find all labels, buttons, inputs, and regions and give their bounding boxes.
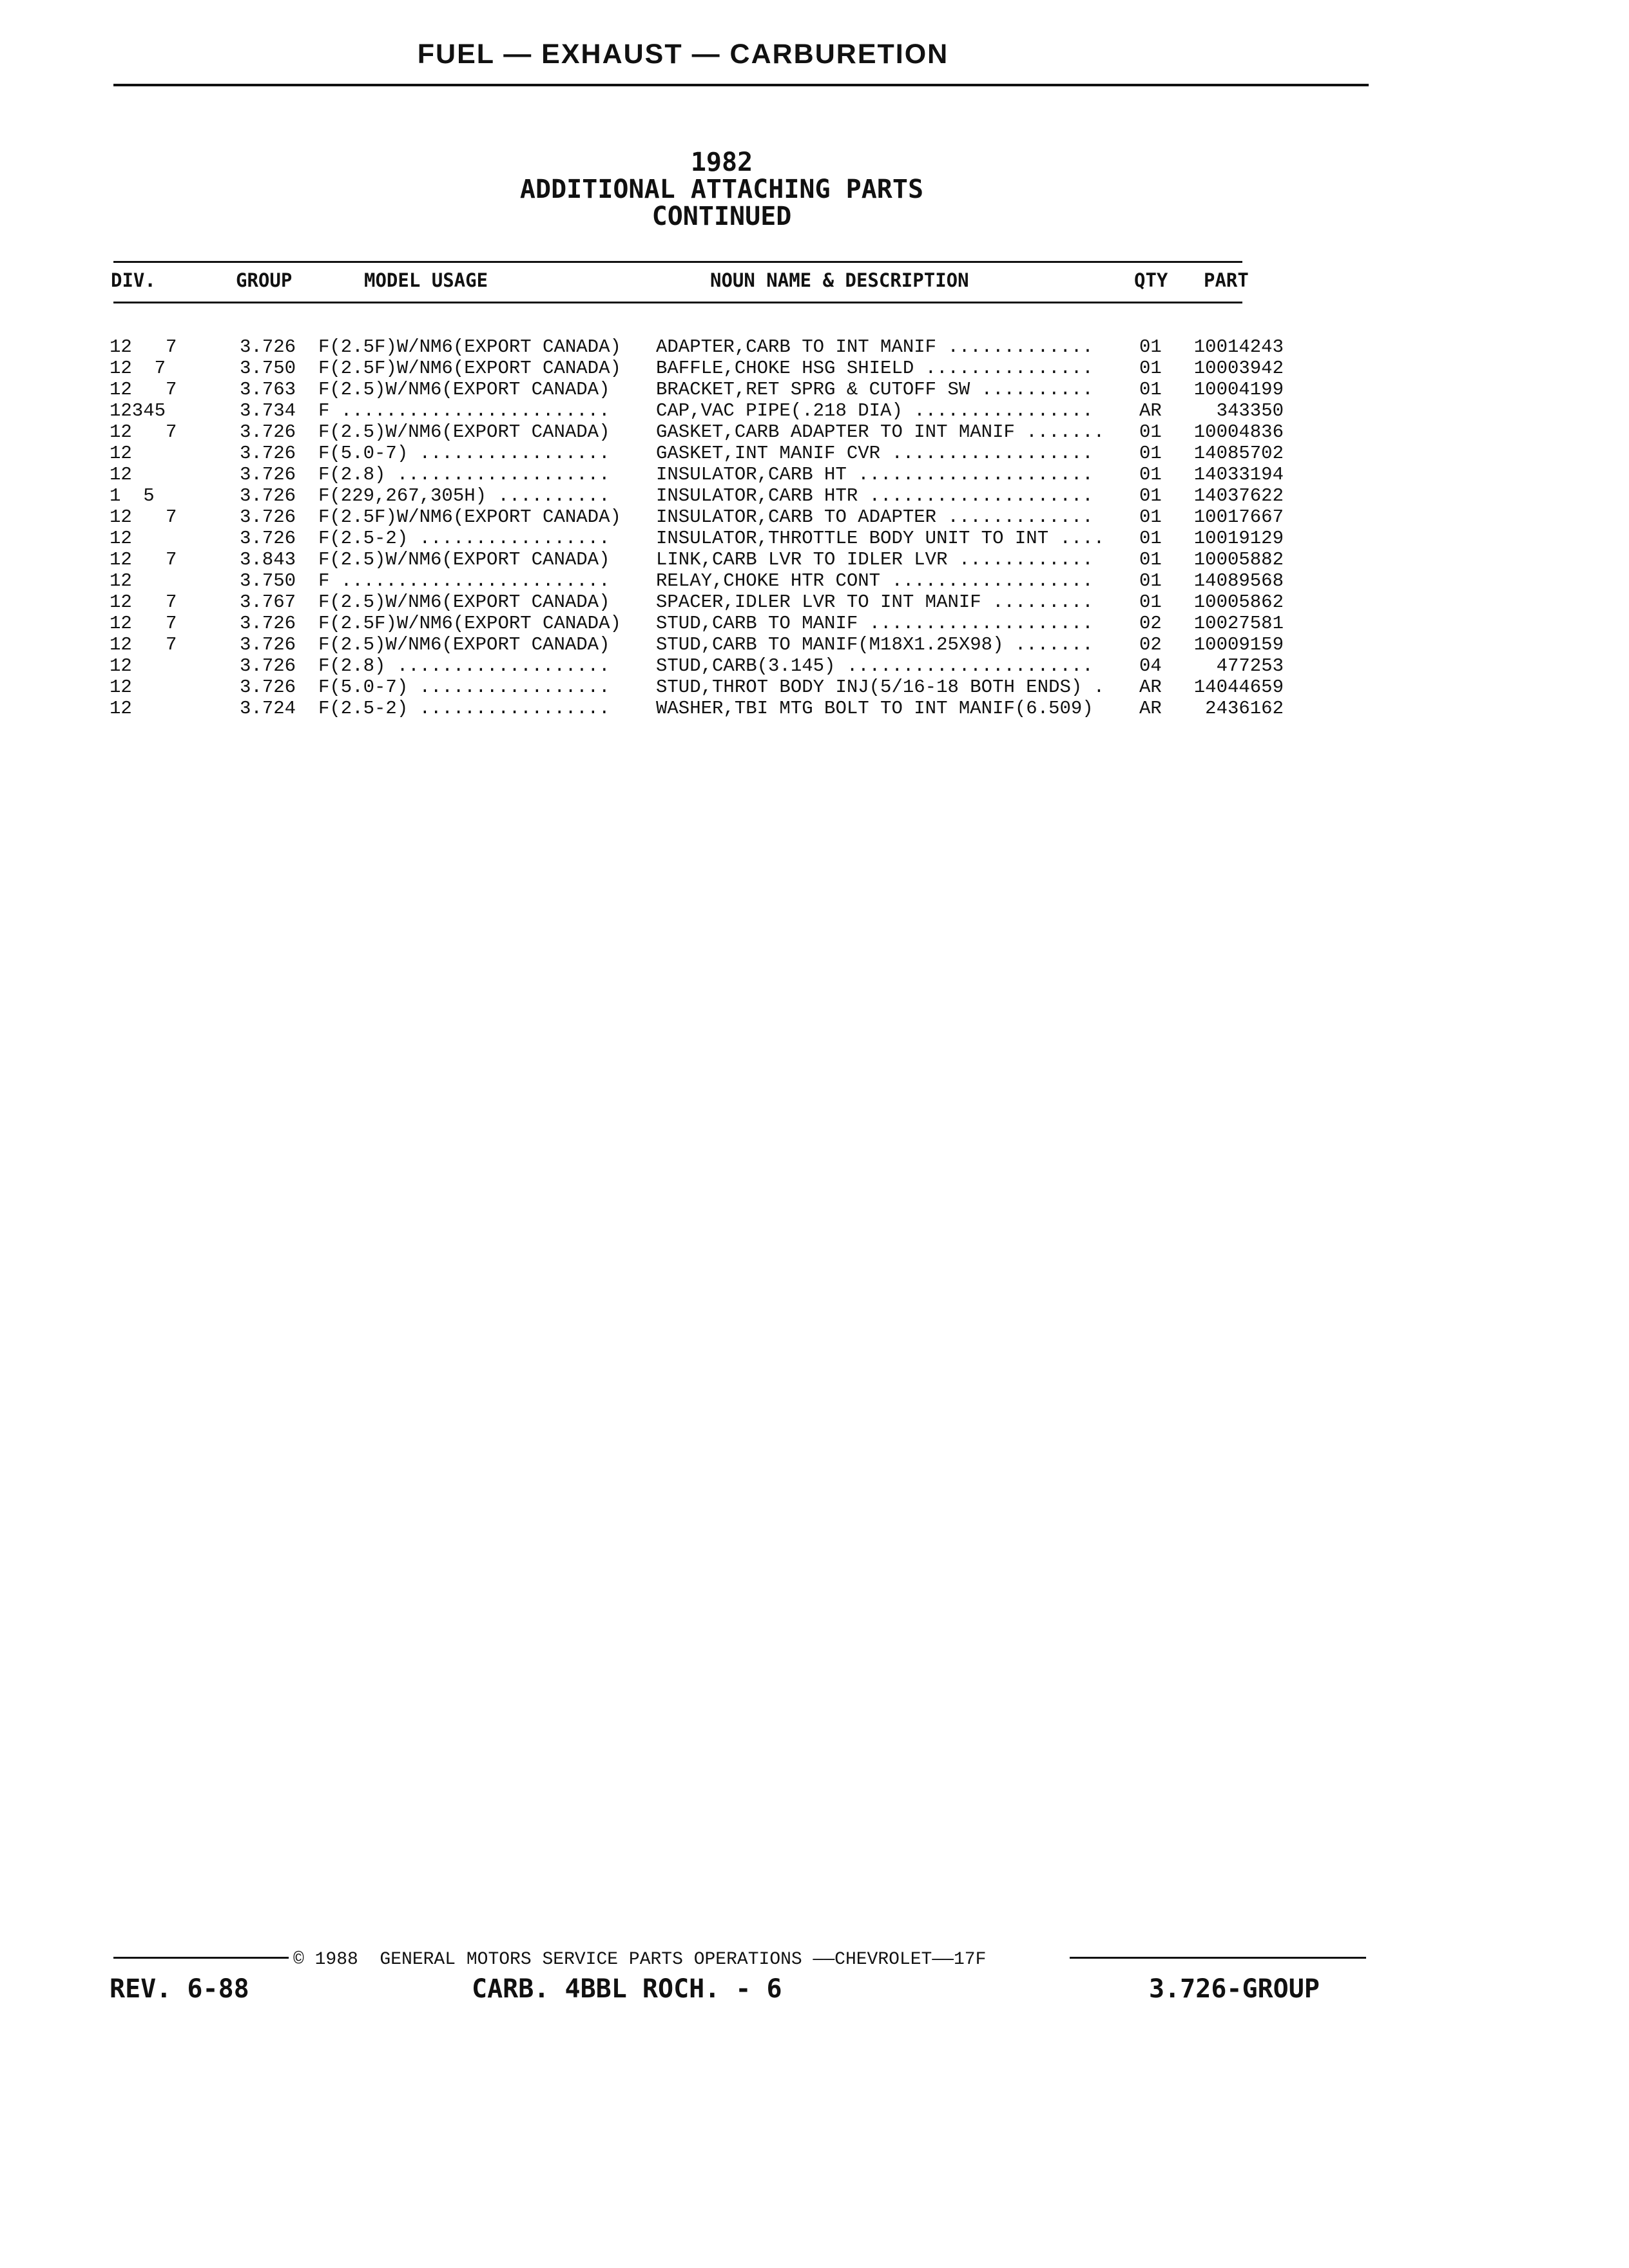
row-qty: AR [1139, 677, 1162, 698]
row-qty: 01 [1139, 443, 1162, 464]
col-qty: QTY [1134, 269, 1168, 291]
row-div: 12345 [110, 400, 166, 421]
row-qty: 04 [1139, 655, 1162, 677]
row-model-usage: F(2.5F)W/NM6(EXPORT CANADA) [318, 336, 621, 358]
table-top-rule [113, 261, 1242, 263]
table-row [0, 400, 1629, 421]
row-part-number: 14033194 [1193, 464, 1284, 485]
table-row [0, 358, 1629, 379]
row-noun-description: WASHER,TBI MTG BOLT TO INT MANIF(6.509) [656, 698, 1094, 719]
row-qty: 01 [1139, 570, 1162, 591]
heading-year: 1982 [690, 148, 753, 177]
row-group: 3.734 [240, 400, 296, 421]
row-qty: AR [1139, 400, 1162, 421]
row-model-usage: F ........................ [318, 400, 610, 421]
row-group: 3.724 [240, 698, 296, 719]
row-div: 12 7 [110, 336, 177, 358]
row-group: 3.726 [240, 336, 296, 358]
row-part-number: 343350 [1216, 400, 1284, 421]
header-rule [113, 84, 1369, 86]
row-div: 12 [110, 443, 132, 464]
row-div: 12 7 [110, 634, 177, 655]
row-part-number: 14085702 [1193, 443, 1284, 464]
table-row [0, 677, 1629, 698]
row-group: 3.726 [240, 677, 296, 698]
row-part-number: 10019129 [1193, 528, 1284, 549]
table-row [0, 443, 1629, 464]
table-row [0, 379, 1629, 400]
table-row [0, 655, 1629, 677]
row-part-number: 477253 [1216, 655, 1284, 677]
row-qty: 01 [1139, 336, 1162, 358]
row-div: 12 7 [110, 421, 177, 443]
row-model-usage: F(2.5)W/NM6(EXPORT CANADA) [318, 634, 610, 655]
row-part-number: 2436162 [1205, 698, 1284, 719]
col-part: PART [1204, 269, 1249, 291]
table-row [0, 698, 1629, 719]
row-group: 3.726 [240, 485, 296, 506]
row-part-number: 10014243 [1193, 336, 1284, 358]
table-header-rule [113, 302, 1242, 303]
row-model-usage: F(2.8) ................... [318, 464, 610, 485]
row-group: 3.726 [240, 421, 296, 443]
row-noun-description: RELAY,CHOKE HTR CONT .................. [656, 570, 1094, 591]
row-model-usage: F(2.5-2) ................. [318, 528, 610, 549]
page-header-title: FUEL — EXHAUST — CARBURETION [417, 39, 949, 70]
row-group: 3.726 [240, 464, 296, 485]
row-group: 3.843 [240, 549, 296, 570]
row-group: 3.750 [240, 570, 296, 591]
heading-title: ADDITIONAL ATTACHING PARTS [519, 175, 924, 204]
row-model-usage: F(2.5F)W/NM6(EXPORT CANADA) [318, 613, 621, 634]
row-part-number: 14037622 [1193, 485, 1284, 506]
row-noun-description: LINK,CARB LVR TO IDLER LVR ............ [656, 549, 1094, 570]
row-group: 3.726 [240, 655, 296, 677]
row-qty: 02 [1139, 634, 1162, 655]
row-div: 12 7 [110, 506, 177, 528]
row-qty: 01 [1139, 358, 1162, 379]
col-noun-description: NOUN NAME & DESCRIPTION [710, 269, 969, 291]
row-model-usage: F(229,267,305H) .......... [318, 485, 610, 506]
heading-continued: CONTINUED [651, 202, 792, 231]
row-noun-description: STUD,CARB TO MANIF .................... [656, 613, 1094, 634]
table-row [0, 336, 1629, 358]
row-noun-description: BRACKET,RET SPRG & CUTOFF SW .......... [656, 379, 1094, 400]
table-row [0, 485, 1629, 506]
row-model-usage: F(2.5)W/NM6(EXPORT CANADA) [318, 379, 610, 400]
row-group: 3.767 [240, 591, 296, 613]
row-div: 12 7 [110, 358, 166, 379]
row-div: 12 7 [110, 613, 177, 634]
row-group: 3.726 [240, 613, 296, 634]
row-part-number: 10027581 [1193, 613, 1284, 634]
row-group: 3.726 [240, 506, 296, 528]
footer-section-title: CARB. 4BBL ROCH. - 6 [472, 1974, 782, 2004]
row-model-usage: F(2.5F)W/NM6(EXPORT CANADA) [318, 506, 621, 528]
parts-table [0, 336, 1629, 719]
col-model-usage: MODEL USAGE [364, 269, 488, 291]
col-group: GROUP [236, 269, 293, 291]
row-div: 12 [110, 698, 132, 719]
table-row [0, 528, 1629, 549]
row-part-number: 10009159 [1193, 634, 1284, 655]
row-part-number: 10005882 [1193, 549, 1284, 570]
row-qty: 01 [1139, 485, 1162, 506]
row-model-usage: F ........................ [318, 570, 610, 591]
row-noun-description: CAP,VAC PIPE(.218 DIA) ................ [656, 400, 1094, 421]
row-part-number: 14089568 [1193, 570, 1284, 591]
row-group: 3.726 [240, 443, 296, 464]
row-div: 12 [110, 528, 132, 549]
row-qty: 01 [1139, 464, 1162, 485]
table-row [0, 570, 1629, 591]
row-noun-description: INSULATOR,CARB HTR .................... [656, 485, 1094, 506]
row-qty: 02 [1139, 613, 1162, 634]
row-noun-description: GASKET,CARB ADAPTER TO INT MANIF ....... [656, 421, 1105, 443]
row-model-usage: F(5.0-7) ................. [318, 677, 610, 698]
row-part-number: 10004199 [1193, 379, 1284, 400]
footer-rule-left [113, 1957, 289, 1959]
table-row [0, 613, 1629, 634]
row-group: 3.726 [240, 634, 296, 655]
footer-revision: REV. 6-88 [110, 1974, 249, 2004]
footer-group-number: 3.726-GROUP [1149, 1974, 1320, 2004]
row-model-usage: F(5.0-7) ................. [318, 443, 610, 464]
row-model-usage: F(2.5)W/NM6(EXPORT CANADA) [318, 591, 610, 613]
row-div: 12 [110, 570, 132, 591]
row-group: 3.750 [240, 358, 296, 379]
row-noun-description: GASKET,INT MANIF CVR .................. [656, 443, 1094, 464]
row-div: 12 [110, 464, 132, 485]
footer-copyright: © 1988 GENERAL MOTORS SERVICE PARTS OPERATIONS ——CHEVROLET——17F [293, 1950, 987, 1970]
row-div: 12 7 [110, 549, 177, 570]
row-noun-description: STUD,THROT BODY INJ(5/16-18 BOTH ENDS) . [656, 677, 1105, 698]
row-div: 1 5 [110, 485, 155, 506]
row-group: 3.726 [240, 528, 296, 549]
row-noun-description: BAFFLE,CHOKE HSG SHIELD ............... [656, 358, 1094, 379]
row-noun-description: STUD,CARB TO MANIF(M18X1.25X98) ....... [656, 634, 1094, 655]
row-model-usage: F(2.5)W/NM6(EXPORT CANADA) [318, 421, 610, 443]
table-row [0, 549, 1629, 570]
row-qty: 01 [1139, 591, 1162, 613]
row-noun-description: INSULATOR,CARB TO ADAPTER ............. [656, 506, 1094, 528]
row-qty: 01 [1139, 379, 1162, 400]
row-part-number: 10017667 [1193, 506, 1284, 528]
footer-rule-right [1070, 1957, 1366, 1959]
row-div: 12 7 [110, 591, 177, 613]
row-part-number: 14044659 [1193, 677, 1284, 698]
row-div: 12 7 [110, 379, 177, 400]
table-row [0, 506, 1629, 528]
row-noun-description: ADAPTER,CARB TO INT MANIF ............. [656, 336, 1094, 358]
table-row [0, 421, 1629, 443]
row-noun-description: STUD,CARB(3.145) ...................... [656, 655, 1094, 677]
row-qty: 01 [1139, 528, 1162, 549]
row-noun-description: INSULATOR,THROTTLE BODY UNIT TO INT .... [656, 528, 1105, 549]
row-qty: 01 [1139, 421, 1162, 443]
row-qty: AR [1139, 698, 1162, 719]
table-row [0, 634, 1629, 655]
row-noun-description: INSULATOR,CARB HT ..................... [656, 464, 1094, 485]
row-div: 12 [110, 677, 132, 698]
row-noun-description: SPACER,IDLER LVR TO INT MANIF ......... [656, 591, 1094, 613]
row-model-usage: F(2.8) ................... [318, 655, 610, 677]
row-model-usage: F(2.5F)W/NM6(EXPORT CANADA) [318, 358, 621, 379]
row-part-number: 10003942 [1193, 358, 1284, 379]
row-part-number: 10004836 [1193, 421, 1284, 443]
table-row [0, 464, 1629, 485]
row-qty: 01 [1139, 506, 1162, 528]
col-div: DIV. [111, 269, 156, 291]
row-part-number: 10005862 [1193, 591, 1284, 613]
row-model-usage: F(2.5)W/NM6(EXPORT CANADA) [318, 549, 610, 570]
table-row [0, 591, 1629, 613]
row-group: 3.763 [240, 379, 296, 400]
row-qty: 01 [1139, 549, 1162, 570]
row-div: 12 [110, 655, 132, 677]
row-model-usage: F(2.5-2) ................. [318, 698, 610, 719]
